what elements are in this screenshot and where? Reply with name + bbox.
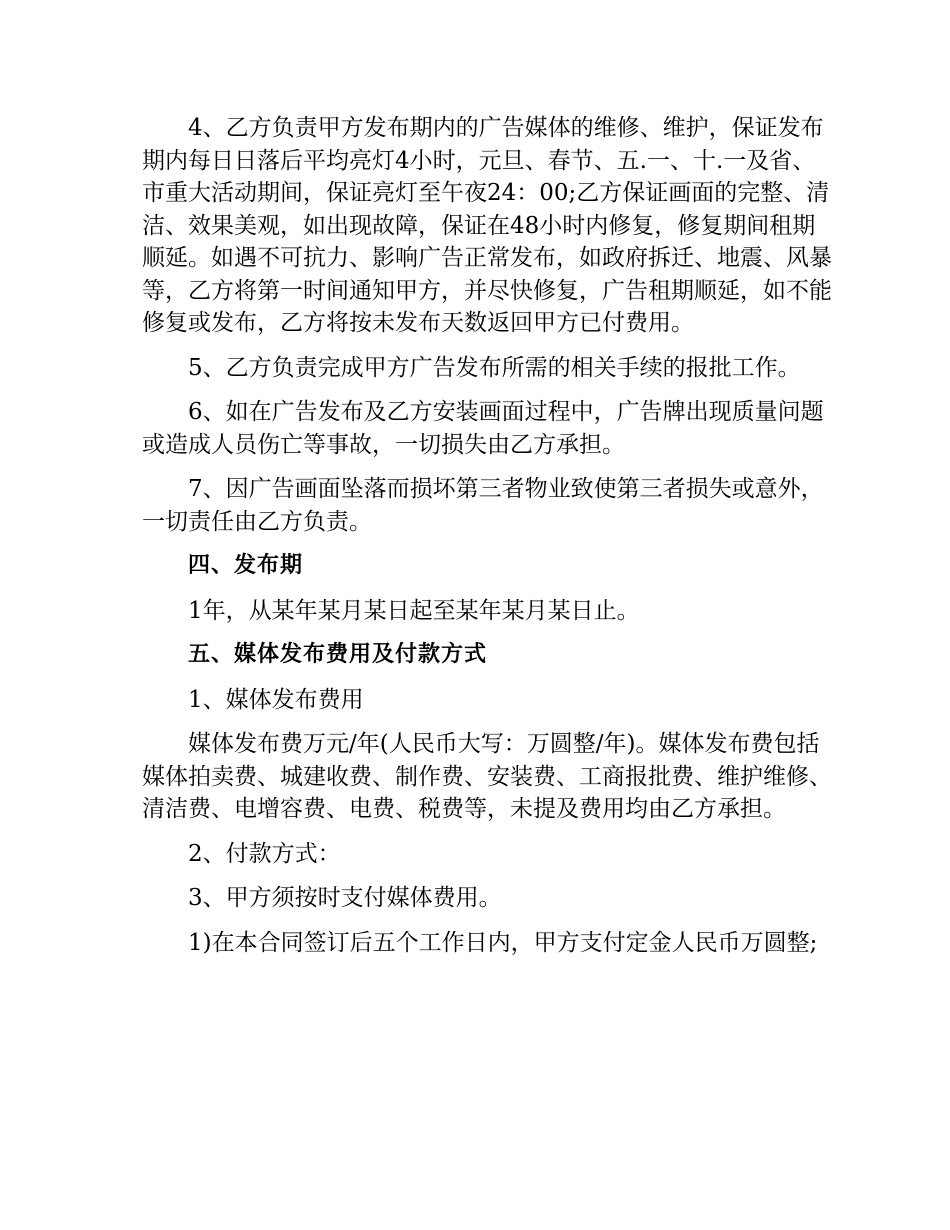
section-heading-publish-period: 四、发布期 xyxy=(188,553,304,578)
paragraph-deposit: 1)在本合同签订后五个工作日内，甲方支付定金人民币万圆整; xyxy=(188,929,818,956)
paragraph-fee-detail: 媒体发布费万元/年(人民币大写：万圆整/年)。媒体发布费包括媒体拍卖费、城建收费、制作费、安装费、工商报批费、维护维修、清洁费、电增容费、电费、税费等，未提及费用均由乙方承担。 xyxy=(142,731,832,822)
paragraph-payment-timely: 3、甲方须按时支付媒体费用。 xyxy=(188,885,502,911)
section-heading-fees-payment: 五、媒体发布费用及付款方式 xyxy=(188,642,488,667)
paragraph-clause-6: 6、如在广告发布及乙方安装画面过程中，广告牌出现质量问题或造成人员伤亡等事故，一切损失由乙方承担。 xyxy=(142,399,824,458)
paragraph-clause-4: 4、乙方负责甲方发布期内的广告媒体的维修、维护，保证发布期内每日日落后平均亮灯4小时，元旦、春节、五.一、十.一及省、市重大活动期间，保证亮灯至午夜24：00;乙方保证画面的完整、清洁、效果美观，如出现故障，保证在48小时内修复，修复期间租期顺延。如遇不可抗力、影响广告正常发布，如政府拆迁、地震、风暴等，乙方将第一时间通知甲方，并尽快修复，广告租期顺延，如不能修复或发布，乙方将按未发布天数返回甲方已付费用。 xyxy=(142,115,832,336)
paragraph-publish-period: 1年，从某年某月某日起至某年某月某日止。 xyxy=(188,597,640,624)
paragraph-clause-7: 7、因广告画面坠落而损坏第三者物业致使第三者损失或意外，一切责任由乙方负责。 xyxy=(142,476,824,535)
paragraph-fee-title: 1、媒体发布费用 xyxy=(188,686,364,713)
paragraph-payment-method: 2、付款方式： xyxy=(188,840,341,867)
document-page xyxy=(142,112,832,971)
paragraph-clause-5: 5、乙方负责完成甲方广告发布所需的相关手续的报批工作。 xyxy=(188,354,801,381)
